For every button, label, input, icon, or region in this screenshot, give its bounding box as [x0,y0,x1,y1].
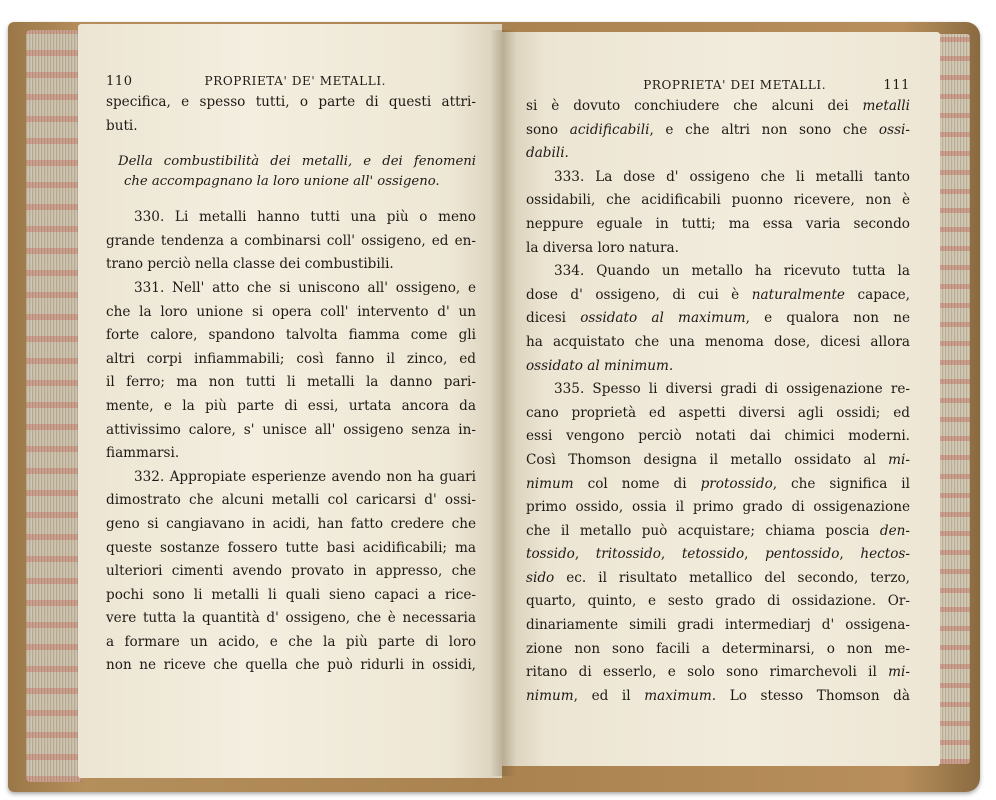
paragraph-start: 335. Spesso li diversi gradi di ossigenazione re- [554,381,910,398]
text-line: dicesi ossidato al maximum, e qualora non ne [526,310,911,327]
text-line: dabili. [526,145,569,162]
text-line: specifica, e spesso tutti, o parte di questi attri- [106,94,476,110]
text-line: la diversa loro natura. [526,239,679,256]
right-page-edges [936,34,970,764]
text-line: ritano di esserlo, e solo sono rimarchevoli il mi- [526,664,910,681]
paragraph-start: 333. La dose d' ossigeno che li metalli tanto [554,168,910,185]
right-page-number: 111 [883,78,910,93]
text-line: vere tutta la quantità d' ossigeno, che è necessaria [106,610,476,627]
section-heading [106,152,476,192]
text-line: sono acidificabili, e che altri non sono che ossi- [526,121,910,138]
text-line: zione non sono facili a determinarsi, o non me- [526,640,910,657]
text-line: attivissimo calore, s' unisce all' ossigeno senza in- [106,421,476,438]
text-line: dimostrato che alcuni metalli col caricarsi d' ossi- [106,492,476,509]
right-page [502,32,940,766]
text-line: che il metallo può acquistare; chiama poscia den- [526,522,910,539]
text-line: grande tendenza a combinarsi coll' ossigeno, ed en- [106,232,476,249]
text-line: quarto, quinto, e sesto grado di ossidazione. Or- [526,593,910,610]
left-text-block [106,91,476,678]
left-running-title: PROPRIETA' DE' METALLI. [204,74,387,88]
text-line: nimum col nome di protossido, che significa il [526,475,911,492]
paragraph-start: 334. Quando un metallo ha ricevuto tutta la [554,263,910,280]
right-running-title: PROPRIETA' DEI METALLI. [643,78,827,92]
text-line: geno si cangiavano in acidi, han fatto credere che [106,515,476,532]
left-running-head [106,74,476,89]
text-line: altri corpi infiammabili; così fanno il zinco, ed [106,350,476,367]
paragraph-start: 330. Li metalli hanno tutti una più o meno [134,209,476,226]
right-running-head [526,78,910,93]
text-line: nimum, ed il maximum. Lo stesso Thomson dà [526,687,910,704]
text-line: ossidato al minimum. [526,357,674,374]
left-page-number: 110 [106,74,133,89]
left-page-edges [26,30,82,782]
text-line: non ne riceve che quella che può ridurli in ossidi, [106,657,476,674]
text-line: pochi sono li metalli li quali sieno capaci a rice- [106,586,476,603]
text-line: mente, e la più parte di essi, urtata ancora da [106,397,476,414]
text-line: cano proprietà ed aspetti diversi agli ossidi; ed [526,404,910,421]
paragraph-start: 332. Appropiate esperienze avendo non ha guari [134,468,476,485]
text-line: il ferro; ma non tutti li metalli la danno pari- [106,374,476,391]
text-line: buti. [106,117,138,134]
text-line: ulteriori cimenti avendo provato in appresso, che [106,563,476,580]
text-line: che la loro unione si opera coll' intervento d' un [106,303,476,320]
heading-line: che accompagnano la loro unione all' ossigeno. [124,174,440,190]
left-page [78,24,502,778]
text-line: tossido, tritossido, tetossido, pentossido, hectos- [526,546,910,563]
text-line: queste sostanze fossero tutte basi acidificabili; ma [106,539,476,556]
text-line: forte calore, spandono talvolta fiamma come gli [106,327,476,344]
heading-line: Della combustibilità dei metalli, e dei fenomeni [118,154,476,170]
right-text-block [526,95,910,708]
text-line: primo ossido, ossia il primo grado di ossigenazione [526,499,910,516]
paragraph-start: 331. Nell' atto che si uniscono all' ossigeno, e [134,279,476,296]
text-line: trano perciò nella classe dei combustibili. [106,256,394,273]
text-line: dinariamente simili gradi intermediarj d' ossigena- [526,617,910,634]
text-line: sido ec. il risultato metallico del secondo, terzo, [526,569,910,586]
text-line: Così Thomson designa il metallo ossidato al mi- [526,451,910,468]
text-line: essi vengono perciò notati dai chimici moderni. [526,428,910,445]
text-line: dose d' ossigeno, di cui è naturalmente capace, [526,286,911,303]
text-line: a formare un acido, e che la più parte di loro [106,633,476,650]
text-line: ossidabili, che acidificabili puonno ricevere, non è [526,192,910,209]
text-line: si è dovuto conchiudere che alcuni dei metalli [526,98,910,114]
text-line: ha acquistato che una menoma dose, dicesi allora [526,333,910,350]
text-line: fiammarsi. [106,445,180,462]
text-line: neppure eguale in tutti; ma essa varia secondo [526,215,910,232]
